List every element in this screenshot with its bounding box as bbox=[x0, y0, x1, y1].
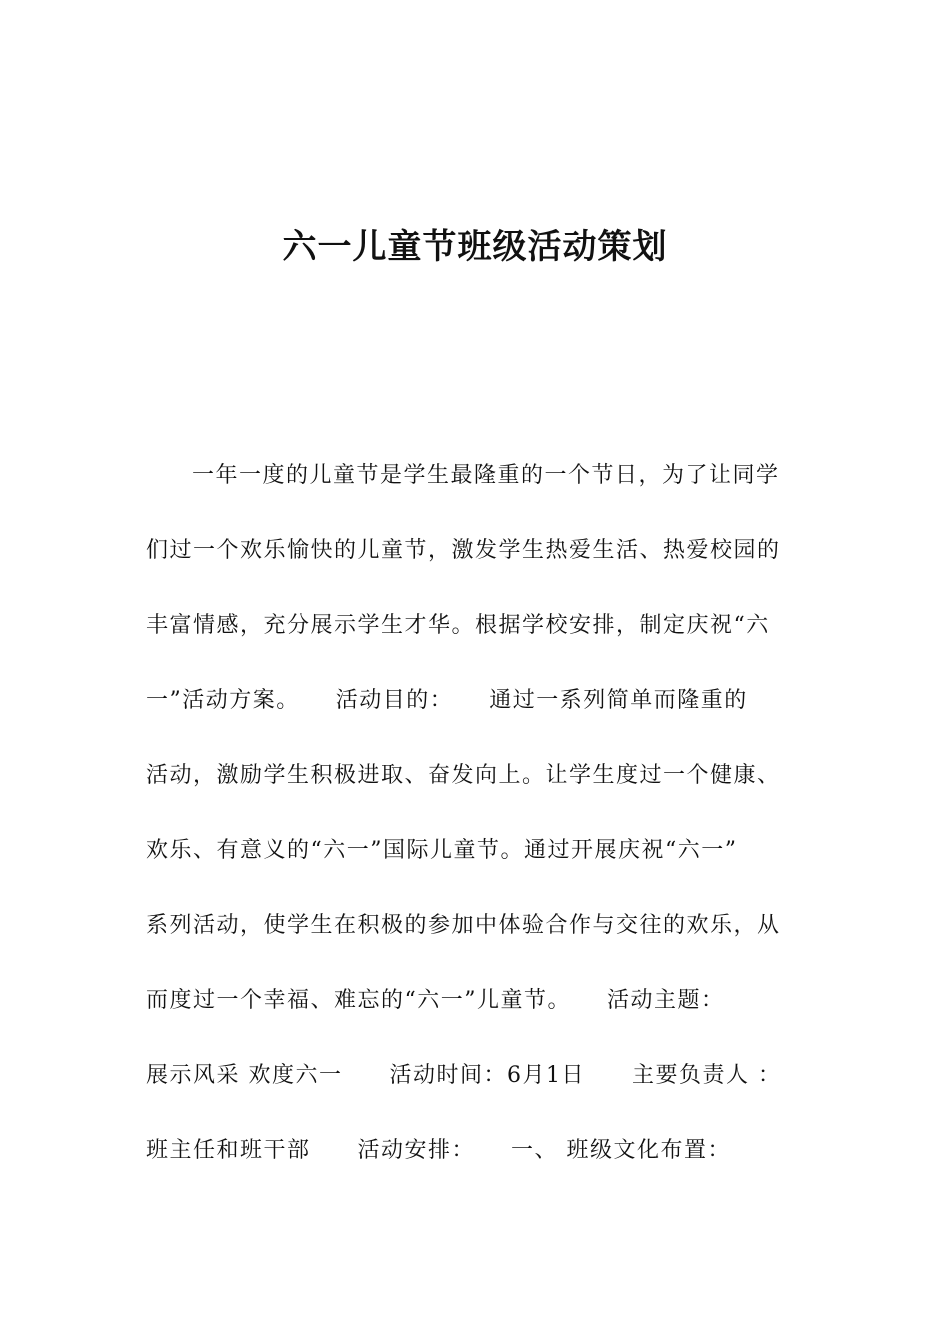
body-line-4: 一”活动方案。 活动目的： 通过一系列简单而隆重的 bbox=[146, 688, 748, 713]
document-title: 六一儿童节班级活动策划 bbox=[282, 227, 668, 267]
body-line-9: 展示风采 欢度六一 活动时间：6月1日 主要负责人 ： bbox=[146, 1063, 782, 1088]
body-line-8: 而度过一个幸福、难忘的“六一”儿童节。 活动主题： bbox=[146, 988, 725, 1013]
body-line-5: 活动，激励学生积极进取、奋发向上。让学生度过一个健康、 bbox=[146, 763, 781, 788]
body-line-2: 们过一个欢乐愉快的儿童节，激发学生热爱生活、热爱校园的 bbox=[146, 538, 781, 563]
body-line-1: 一年一度的儿童节是学生最隆重的一个节日，为了让同学 bbox=[192, 463, 780, 488]
body-line-7: 系列活动，使学生在积极的参加中体验合作与交往的欢乐，从 bbox=[146, 913, 781, 938]
body-line-10: 班主任和班干部 活动安排： 一、 班级文化布置： bbox=[146, 1138, 731, 1163]
body-line-6: 欢乐、有意义的“六一”国际儿童节。通过开展庆祝“六一” bbox=[146, 838, 738, 863]
document-body bbox=[146, 455, 806, 1205]
body-line-3: 丰富情感，充分展示学生才华。根据学校安排，制定庆祝“六 bbox=[146, 613, 770, 638]
